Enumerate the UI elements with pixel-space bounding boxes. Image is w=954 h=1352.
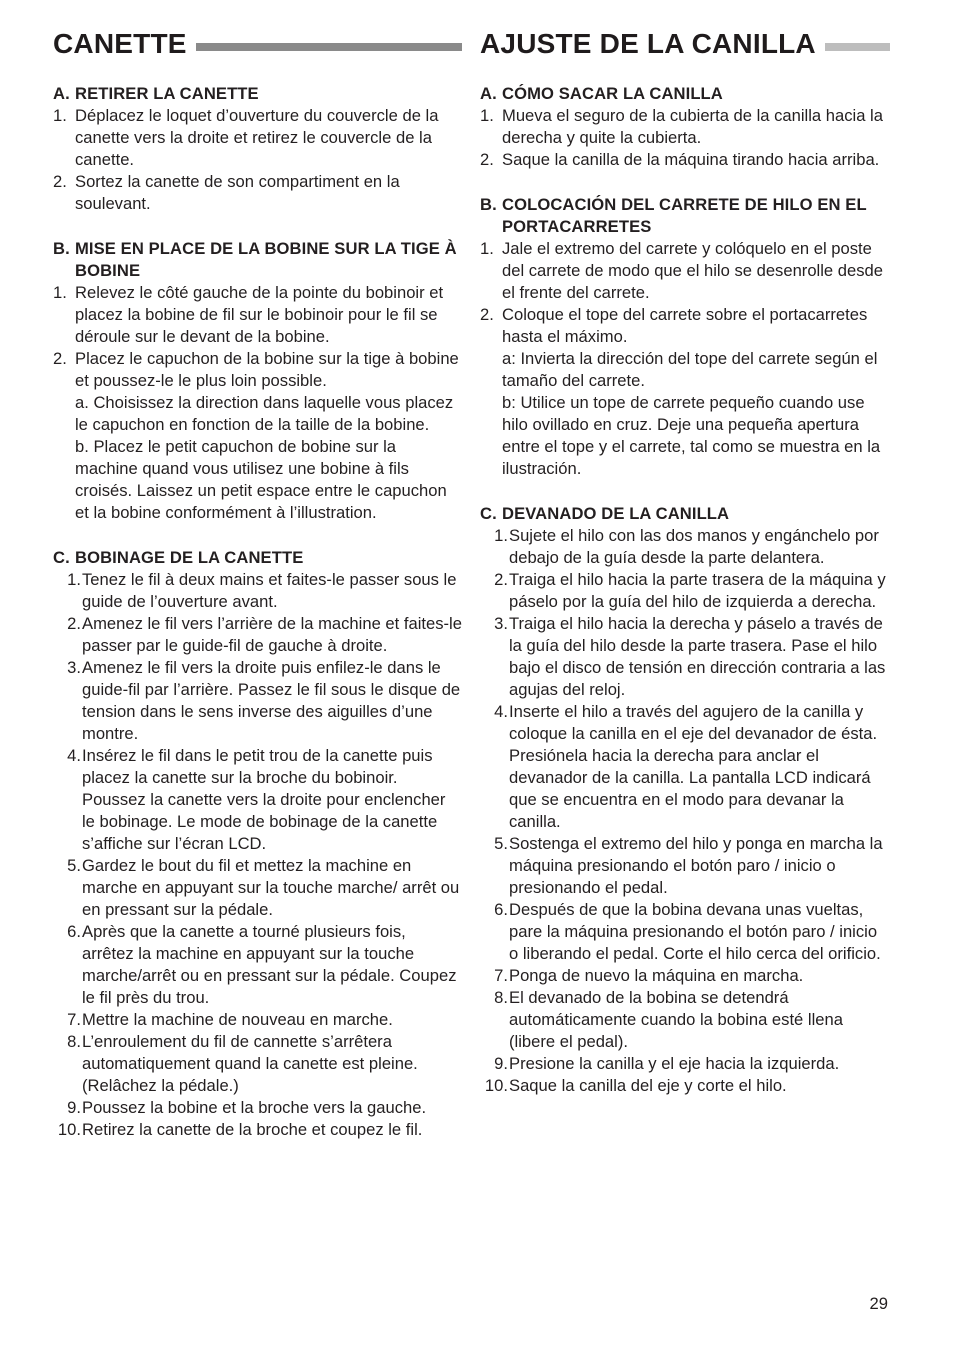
list-item-text: L’enroulement du fil de cannette s’arrêtera automatiquement quand la canette est pleine. (Relâchez la pédale.) [82, 1032, 418, 1095]
list-item-text-wrap [82, 745, 462, 855]
list-item-text: Jale el extremo del carrete y colóquelo en el poste del carrete de modo que el hilo se desenrolle desde el frente del carrete. [502, 239, 883, 302]
list-item-number: 3. [494, 614, 508, 633]
section-letter: A. [53, 84, 70, 103]
list-item [53, 282, 462, 348]
list-item [480, 105, 890, 149]
list-item [53, 1097, 462, 1119]
list-item-text-wrap [82, 657, 462, 745]
list-item-text-wrap [502, 105, 890, 149]
list-item-number: 1. [53, 106, 67, 125]
list-item-text-wrap [509, 987, 890, 1053]
list-item-number: 9. [494, 1054, 508, 1073]
list-item-number: 4. [494, 702, 508, 721]
list-item-number: 1. [53, 283, 67, 302]
list-item [480, 701, 890, 833]
list-item [480, 613, 890, 701]
list-item-number: 3. [67, 658, 81, 677]
list-item [480, 899, 890, 965]
list-item [480, 987, 890, 1053]
list-item-text-wrap [502, 304, 890, 480]
list-item-number: 5. [494, 834, 508, 853]
list-item-text-wrap [75, 171, 462, 215]
list-item-number: 2. [480, 305, 494, 324]
list-item [480, 525, 890, 569]
list-item-number: 2. [53, 349, 67, 368]
list-item-text-wrap [509, 1075, 890, 1097]
list-item-text: Gardez le bout du fil et mettez la machine en marche en appuyant sur la touche marche/ arrêt ou en pressant sur la pédale. [82, 856, 460, 919]
sections-container [53, 83, 462, 1141]
list-item [53, 1009, 462, 1031]
list-item-text-wrap [82, 1097, 462, 1119]
list-item-text-wrap [82, 921, 462, 1009]
list-item-number: 2. [67, 614, 81, 633]
section-heading [53, 547, 462, 569]
right-column [480, 27, 890, 1097]
list-item-subnote: a. Choisissez la direction dans laquelle vous placez le capuchon en fonction de la taille de la bobine. [75, 393, 454, 434]
list-item-text-wrap [82, 1031, 462, 1097]
section [480, 503, 890, 1097]
list-item-number: 2. [53, 172, 67, 191]
list-item-text: Inserte el hilo a través del agujero de la canilla y coloque la canilla en el eje del devanador de ésta. Presiónela hacia la derecha para anclar el devanador de la canilla. La pantalla LCD indicará que se encuentra en el modo para devanar la canilla. [509, 702, 878, 831]
sections-container [480, 83, 890, 1097]
list-item [480, 238, 890, 304]
list-item-number: 2. [494, 570, 508, 589]
list-item [480, 833, 890, 899]
list-item-text-wrap [509, 613, 890, 701]
list-item-text: Sujete el hilo con las dos manos y engánchelo por debajo de la guía desde la parte delantera. [509, 526, 879, 567]
list-item-text: Saque la canilla de la máquina tirando hacia arriba. [502, 150, 880, 169]
section-letter: B. [480, 195, 497, 214]
list-item-number: 9. [67, 1098, 81, 1117]
list-item-text-wrap [509, 833, 890, 899]
list-item-text: Presione la canilla y el eje hacia la izquierda. [509, 1054, 840, 1073]
list-item-number: 1. [67, 570, 81, 589]
section [53, 83, 462, 215]
list-item-text: Sostenga el extremo del hilo y ponga en marcha la máquina presionando el botón paro / inicio o presionando el pedal. [509, 834, 883, 897]
list-item-text-wrap [509, 899, 890, 965]
list-item-subnote: b: Utilice un tope de carrete pequeño cuando use hilo ovillado en cruz. Deje una pequeña apertura entre el tope y el carrete, tal como se muestra en la ilustración. [502, 393, 881, 478]
section-letter: C. [53, 548, 70, 567]
list-item-text: Coloque el tope del carrete sobre el portacarretes hasta el máximo. [502, 305, 868, 346]
list-item-number: 4. [67, 746, 81, 765]
list-item-number: 2. [480, 150, 494, 169]
list-item-text: Mueva el seguro de la cubierta de la canilla hacia la derecha y quite la cubierta. [502, 106, 883, 147]
list-item-text: Poussez la bobine et la broche vers la gauche. [82, 1098, 427, 1117]
list-item-number: 1. [494, 526, 508, 545]
section [53, 547, 462, 1141]
list-item [480, 304, 890, 480]
section-heading-text: DEVANADO DE LA CANILLA [502, 504, 730, 523]
list-item-number: 8. [494, 988, 508, 1007]
list-item-number: 10. [484, 1076, 508, 1095]
list-item-text: Déplacez le loquet d’ouverture du couvercle de la canette vers la droite et retirez le couvercle de la canette. [75, 106, 439, 169]
list-item-text: Retirez la canette de la broche et coupez le fil. [82, 1120, 423, 1139]
section-letter: C. [480, 504, 497, 523]
list-item-number: 1. [480, 106, 494, 125]
list-item-number: 8. [67, 1032, 81, 1051]
list-item [53, 613, 462, 657]
list-item-text: Après que la canette a tourné plusieurs fois, arrêtez la machine en appuyant sur la touche marche/arrêt ou en pressant sur la pédale. Coupez le fil près du trou. [82, 922, 457, 1007]
list-item-number: 7. [67, 1010, 81, 1029]
section-letter: B. [53, 239, 70, 258]
list-item-text-wrap [75, 348, 462, 524]
list-item-subnote: a: Invierta la dirección del tope del carrete según el tamaño del carrete. [502, 349, 878, 390]
section-heading-text: RETIRER LA CANETTE [75, 84, 259, 103]
list-item-text: Amenez le fil vers l’arrière de la machine et faites-le passer par le guide-fil de gauche à droite. [82, 614, 462, 655]
list-item-text-wrap [509, 569, 890, 613]
section-heading [480, 83, 890, 105]
section-title-row [53, 27, 462, 61]
list-item [53, 171, 462, 215]
list-item [480, 149, 890, 171]
list-item-text: Insérez le fil dans le petit trou de la canette puis placez la canette sur la broche du bobinoir. Poussez la canette vers la droite pour enclencher le bobinage. Le mode de bobinage de la canette s’affiche sur l’écran LCD. [82, 746, 446, 853]
list-item-number: 1. [480, 239, 494, 258]
list-item-number: 10. [57, 1120, 81, 1139]
list-item-text-wrap [502, 238, 890, 304]
list-item [53, 921, 462, 1009]
section-title-row [480, 27, 890, 61]
page-title-spanish: AJUSTE DE LA CANILLA [480, 28, 816, 59]
list-item [53, 855, 462, 921]
list-item [480, 965, 890, 987]
list-item [53, 569, 462, 613]
section-heading-text: MISE EN PLACE DE LA BOBINE SUR LA TIGE À BOBINE [75, 239, 457, 280]
list-item [53, 1119, 462, 1141]
section-heading [480, 503, 890, 525]
list-item-text: Ponga de nuevo la máquina en marcha. [509, 966, 804, 985]
list-item-text: Después de que la bobina devana unas vueltas, pare la máquina presionando el botón paro / inicio o liberando el pedal. Corte el hilo cerca del orificio. [509, 900, 881, 963]
left-column [53, 27, 462, 1141]
section-heading-text: BOBINAGE DE LA CANETTE [75, 548, 304, 567]
title-rule [196, 43, 462, 51]
list-item-number: 5. [67, 856, 81, 875]
section-heading-text: COLOCACIÓN DEL CARRETE DE HILO EN EL PORTACARRETES [502, 195, 867, 236]
list-item-text: Mettre la machine de nouveau en marche. [82, 1010, 393, 1029]
list-item [480, 569, 890, 613]
section-heading-text: CÓMO SACAR LA CANILLA [502, 84, 723, 103]
list-item-text: Sortez la canette de son compartiment en la soulevant. [75, 172, 400, 213]
list-item-text: Traiga el hilo hacia la derecha y páselo a través de la guía del hilo desde la parte trasera. Pase el hilo bajo el disco de tensión en dirección contraria a las agujas del reloj. [509, 614, 886, 699]
list-item-text: Relevez le côté gauche de la pointe du bobinoir et placez la bobine de fil sur le bobinoir pour le fil se déroule sur le devant de la bobine. [75, 283, 444, 346]
list-item-text-wrap [82, 569, 462, 613]
list-item [53, 745, 462, 855]
list-item [480, 1075, 890, 1097]
section-heading [53, 238, 462, 282]
list-item-text: Amenez le fil vers la droite puis enfilez-le dans le guide-fil par l’arrière. Passez le fil sous le disque de tension dans le sens inverse des aiguilles d’une montre. [82, 658, 461, 743]
list-item-text-wrap [82, 1009, 462, 1031]
section [53, 238, 462, 524]
section [480, 83, 890, 171]
page-number: 29 [869, 1294, 888, 1313]
list-item-text: Traiga el hilo hacia la parte trasera de la máquina y páselo por la guía del hilo de izquierda a derecha. [509, 570, 886, 611]
list-item [480, 1053, 890, 1075]
list-item-text-wrap [509, 965, 890, 987]
list-item [53, 348, 462, 524]
list-item-text: Placez le capuchon de la bobine sur la tige à bobine et poussez-le le plus loin possible. [75, 349, 459, 390]
list-item [53, 657, 462, 745]
section-heading [53, 83, 462, 105]
list-item-text: El devanado de la bobina se detendrá automáticamente cuando la bobina esté llena (libere el pedal). [509, 988, 843, 1051]
list-item-number: 7. [494, 966, 508, 985]
list-item-text: Tenez le fil à deux mains et faites-le passer sous le guide de l’ouverture avant. [82, 570, 457, 611]
list-item-text-wrap [82, 613, 462, 657]
section-heading [480, 194, 890, 238]
list-item-text-wrap [509, 1053, 890, 1075]
list-item-text-wrap [509, 525, 890, 569]
list-item-text: Saque la canilla del eje y corte el hilo. [509, 1076, 787, 1095]
list-item-text-wrap [509, 701, 890, 833]
title-rule [825, 43, 890, 51]
section [480, 194, 890, 480]
section-letter: A. [480, 84, 497, 103]
list-item-number: 6. [67, 922, 81, 941]
list-item [53, 105, 462, 171]
list-item-text-wrap [82, 855, 462, 921]
page-title-french: CANETTE [53, 28, 187, 59]
list-item-text-wrap [82, 1119, 462, 1141]
list-item-subnote: b. Placez le petit capuchon de bobine sur la machine quand vous utilisez une bobine à fils croisés. Laissez un petit espace entre le capuchon et la bobine conformément à l’illustration. [75, 437, 447, 522]
list-item-text-wrap [502, 149, 890, 171]
list-item-text-wrap [75, 282, 462, 348]
list-item-number: 6. [494, 900, 508, 919]
list-item-text-wrap [75, 105, 462, 171]
list-item [53, 1031, 462, 1097]
